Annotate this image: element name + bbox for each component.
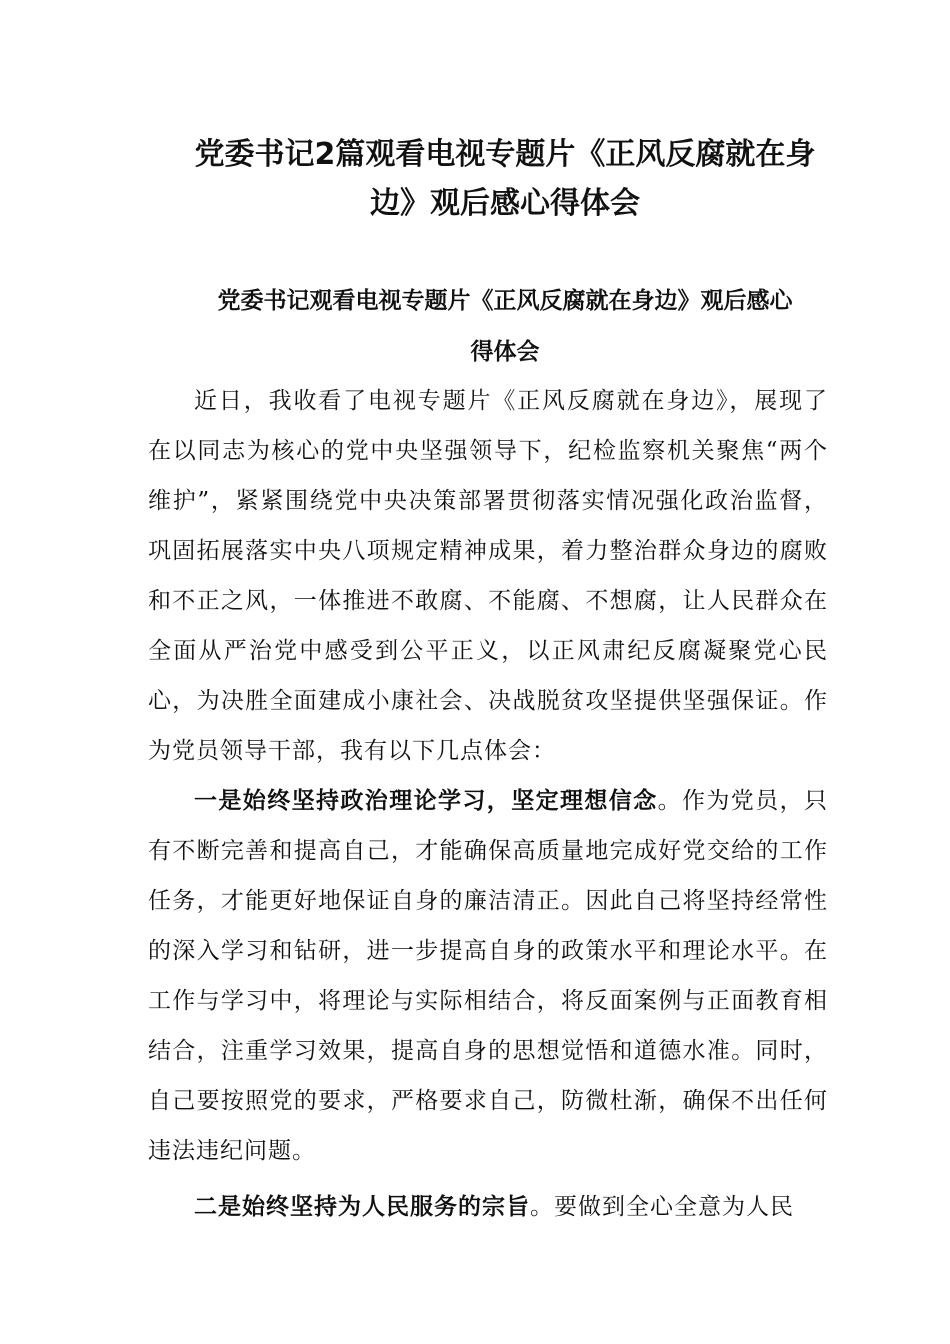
point-two-text: 。要做到全心全意为人民 xyxy=(530,1194,794,1220)
section-title-line-1: 党委书记观看电视专题片《正风反腐就在身边》观后感心 xyxy=(217,288,793,314)
paragraph-point-one xyxy=(148,776,828,1176)
paragraph-point-two xyxy=(148,1182,828,1232)
point-two-heading: 二是始终坚持为人民服务的宗旨 xyxy=(194,1194,530,1220)
point-one-text: 。作为党员，只有不断完善和提高自己，才能确保高质量地完成好党交给的工作任务，才能更好地保证自身的廉洁清正。因此自己将坚持经常性的深入学习和钻研，进一步提高自身的政策水平和理论水平。在工作与学习中，将理论与实际相结合，将反面案例与正面教育相结合，注重学习效果，提高自身的思想觉悟和道德水准。同时，自己要按照党的要求，严格要求自己，防微杜渐，确保不出任何违法违纪问题。 xyxy=(148,788,829,1164)
document-title-line-2: 边》观后感心得体会 xyxy=(370,186,640,221)
paragraph-intro-text: 近日，我收看了电视专题片《正风反腐就在身边》，展现了在以同志为核心的党中央坚强领导下，纪检监察机关聚焦“两个维护”，紧紧围绕党中央决策部署贯彻落实情况强化政治监督，巩固拓展落实中央八项规定精神成果，着力整治群众身边的腐败和不正之风，一体推进不敢腐、不能腐、不想腐，让人民群众在全面从严治党中感受到公平正义，以正风肃纪反腐凝聚党心民心，为决胜全面建成小康社会、决战脱贫攻坚提供坚强保证。作为党员领导干部，我有以下几点体会： xyxy=(148,388,828,764)
point-one-heading: 一是始终坚持政治理论学习，坚定理想信念 xyxy=(194,788,658,814)
paragraph-intro xyxy=(148,376,828,776)
document-title-line-1: 党委书记2篇观看电视专题片《正风反腐就在身 xyxy=(194,137,816,172)
section-title-line-2: 得体会 xyxy=(470,339,540,365)
document-body xyxy=(148,376,828,1232)
